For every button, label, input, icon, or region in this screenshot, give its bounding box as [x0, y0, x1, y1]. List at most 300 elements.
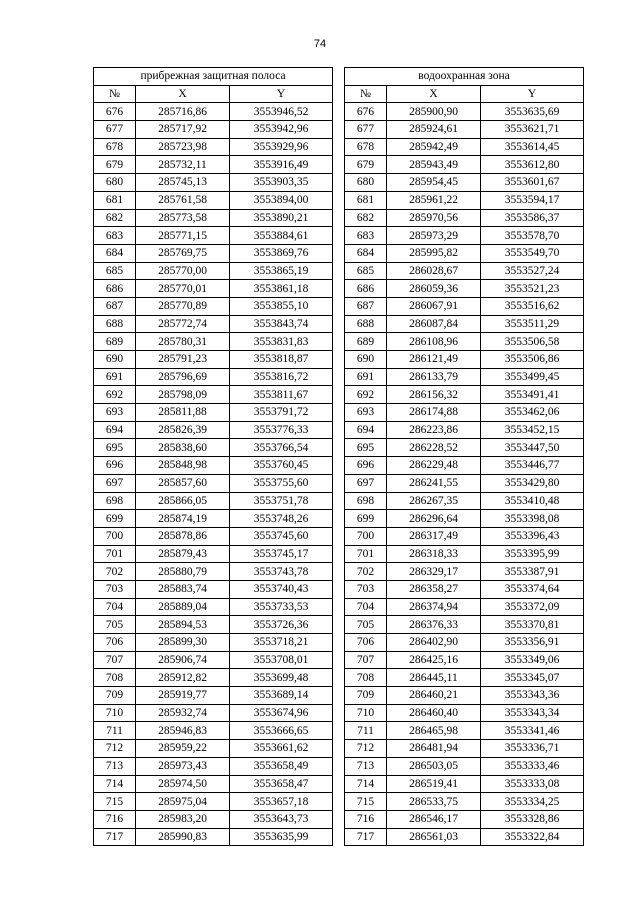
point-number-cell: 692: [345, 386, 387, 404]
point-number-cell: 706: [345, 634, 387, 652]
table-row: [94, 598, 333, 616]
point-number-cell: 681: [345, 191, 387, 209]
x-coordinate-cell: 286329,17: [387, 563, 481, 581]
table-row: [345, 651, 584, 669]
point-number-cell: 693: [94, 404, 136, 422]
point-number-cell: 697: [345, 474, 387, 492]
x-coordinate-cell: 285883,74: [136, 580, 230, 598]
y-coordinate-cell: 3553748,26: [230, 510, 333, 528]
point-number-cell: 685: [94, 262, 136, 280]
point-number-cell: 684: [345, 244, 387, 262]
y-coordinate-cell: 3553743,78: [230, 563, 333, 581]
table-row: [94, 244, 333, 262]
y-coordinate-cell: 3553586,37: [481, 209, 584, 227]
y-coordinate-cell: 3553343,34: [481, 704, 584, 722]
x-coordinate-cell: 286519,41: [387, 775, 481, 793]
table-row: [345, 793, 584, 811]
y-coordinate-cell: 3553816,72: [230, 368, 333, 386]
x-coordinate-cell: 286228,52: [387, 439, 481, 457]
y-coordinate-cell: 3553890,21: [230, 209, 333, 227]
y-coordinate-cell: 3553740,43: [230, 580, 333, 598]
x-coordinate-cell: 285912,82: [136, 669, 230, 687]
y-coordinate-cell: 3553395,99: [481, 545, 584, 563]
x-coordinate-cell: 286465,98: [387, 722, 481, 740]
point-number-cell: 683: [345, 227, 387, 245]
point-number-cell: 711: [345, 722, 387, 740]
y-coordinate-cell: 3553869,76: [230, 244, 333, 262]
table-row: [94, 634, 333, 652]
x-coordinate-cell: 285975,04: [136, 793, 230, 811]
point-number-cell: 680: [94, 174, 136, 192]
point-number-cell: 702: [345, 563, 387, 581]
y-coordinate-cell: 3553374,64: [481, 580, 584, 598]
y-coordinate-cell: 3553718,21: [230, 634, 333, 652]
point-number-cell: 676: [345, 103, 387, 121]
point-number-cell: 709: [345, 687, 387, 705]
y-coordinate-cell: 3553491,41: [481, 386, 584, 404]
table-row: [94, 704, 333, 722]
y-coordinate-cell: 3553341,46: [481, 722, 584, 740]
y-coordinate-cell: 3553831,83: [230, 333, 333, 351]
table-row: [345, 474, 584, 492]
x-coordinate-cell: 285961,22: [387, 191, 481, 209]
x-coordinate-cell: 285838,60: [136, 439, 230, 457]
table-row: [345, 174, 584, 192]
point-number-cell: 707: [345, 651, 387, 669]
header-y: Y: [481, 85, 584, 103]
x-coordinate-cell: 285906,74: [136, 651, 230, 669]
point-number-cell: 716: [345, 810, 387, 828]
point-number-cell: 692: [94, 386, 136, 404]
x-coordinate-cell: 285769,75: [136, 244, 230, 262]
table-row: [94, 474, 333, 492]
x-coordinate-cell: 285796,69: [136, 368, 230, 386]
y-coordinate-cell: 3553549,70: [481, 244, 584, 262]
table-row: [94, 527, 333, 545]
y-coordinate-cell: 3553370,81: [481, 616, 584, 634]
x-coordinate-cell: 286223,86: [387, 421, 481, 439]
table-row: [345, 563, 584, 581]
table-row: [345, 439, 584, 457]
point-number-cell: 703: [345, 580, 387, 598]
table-row: [94, 810, 333, 828]
table-row: [94, 191, 333, 209]
table-row: [94, 669, 333, 687]
table-row: [345, 580, 584, 598]
y-coordinate-cell: 3553760,45: [230, 457, 333, 475]
y-coordinate-cell: 3553612,80: [481, 156, 584, 174]
point-number-cell: 700: [345, 527, 387, 545]
point-number-cell: 705: [345, 616, 387, 634]
x-coordinate-cell: 285874,19: [136, 510, 230, 528]
x-coordinate-cell: 285942,49: [387, 138, 481, 156]
point-number-cell: 701: [94, 545, 136, 563]
table-row: [345, 191, 584, 209]
y-coordinate-cell: 3553658,49: [230, 757, 333, 775]
x-coordinate-cell: 285894,53: [136, 616, 230, 634]
y-coordinate-cell: 3553446,77: [481, 457, 584, 475]
table-row: [345, 351, 584, 369]
x-coordinate-cell: 285946,83: [136, 722, 230, 740]
x-coordinate-cell: 286267,35: [387, 492, 481, 510]
x-coordinate-cell: 285717,92: [136, 121, 230, 139]
y-coordinate-cell: 3553396,43: [481, 527, 584, 545]
table-row: [345, 227, 584, 245]
y-coordinate-cell: 3553946,52: [230, 103, 333, 121]
x-coordinate-cell: 285723,98: [136, 138, 230, 156]
y-coordinate-cell: 3553674,96: [230, 704, 333, 722]
x-coordinate-cell: 285761,58: [136, 191, 230, 209]
point-number-cell: 710: [94, 704, 136, 722]
x-coordinate-cell: 285771,15: [136, 227, 230, 245]
point-number-cell: 717: [345, 828, 387, 846]
y-coordinate-cell: 3553601,67: [481, 174, 584, 192]
y-coordinate-cell: 3553751,78: [230, 492, 333, 510]
point-number-cell: 690: [345, 351, 387, 369]
table-row: [94, 457, 333, 475]
x-coordinate-cell: 285990,83: [136, 828, 230, 846]
y-coordinate-cell: 3553755,60: [230, 474, 333, 492]
table-row: [94, 262, 333, 280]
x-coordinate-cell: 286358,27: [387, 580, 481, 598]
y-coordinate-cell: 3553527,24: [481, 262, 584, 280]
table-row: [94, 368, 333, 386]
point-number-cell: 694: [345, 421, 387, 439]
x-coordinate-cell: 285970,56: [387, 209, 481, 227]
x-coordinate-cell: 285973,43: [136, 757, 230, 775]
y-coordinate-cell: 3553462,06: [481, 404, 584, 422]
table-row: [345, 404, 584, 422]
x-coordinate-cell: 285878,86: [136, 527, 230, 545]
table-title: прибрежная защитная полоса: [94, 68, 333, 86]
table-body: [345, 103, 584, 846]
table-row: [94, 404, 333, 422]
y-coordinate-cell: 3553643,73: [230, 810, 333, 828]
x-coordinate-cell: 286156,32: [387, 386, 481, 404]
table-row: [345, 634, 584, 652]
coastal-protection-strip-table: [93, 67, 333, 846]
table-row: [345, 244, 584, 262]
x-coordinate-cell: 285974,50: [136, 775, 230, 793]
point-number-cell: 698: [94, 492, 136, 510]
point-number-cell: 708: [345, 669, 387, 687]
y-coordinate-cell: 3553621,71: [481, 121, 584, 139]
point-number-cell: 713: [345, 757, 387, 775]
x-coordinate-cell: 285770,00: [136, 262, 230, 280]
x-coordinate-cell: 286241,55: [387, 474, 481, 492]
table-row: [345, 598, 584, 616]
x-coordinate-cell: 286133,79: [387, 368, 481, 386]
x-coordinate-cell: 285773,58: [136, 209, 230, 227]
point-number-cell: 683: [94, 227, 136, 245]
y-coordinate-cell: 3553745,60: [230, 527, 333, 545]
y-coordinate-cell: 3553745,17: [230, 545, 333, 563]
y-coordinate-cell: 3553499,45: [481, 368, 584, 386]
x-coordinate-cell: 286460,21: [387, 687, 481, 705]
table-row: [94, 545, 333, 563]
table-row: [345, 138, 584, 156]
x-coordinate-cell: 285889,04: [136, 598, 230, 616]
point-number-cell: 680: [345, 174, 387, 192]
point-number-cell: 679: [345, 156, 387, 174]
y-coordinate-cell: 3553635,99: [230, 828, 333, 846]
table-row: [94, 722, 333, 740]
y-coordinate-cell: 3553666,65: [230, 722, 333, 740]
header-y: Y: [230, 85, 333, 103]
point-number-cell: 701: [345, 545, 387, 563]
table-row: [94, 775, 333, 793]
header-x: X: [387, 85, 481, 103]
y-coordinate-cell: 3553506,58: [481, 333, 584, 351]
y-coordinate-cell: 3553916,49: [230, 156, 333, 174]
x-coordinate-cell: 285983,20: [136, 810, 230, 828]
table-row: [94, 563, 333, 581]
x-coordinate-cell: 285791,23: [136, 351, 230, 369]
table-row: [345, 457, 584, 475]
point-number-cell: 710: [345, 704, 387, 722]
x-coordinate-cell: 285866,05: [136, 492, 230, 510]
y-coordinate-cell: 3553398,08: [481, 510, 584, 528]
table-row: [94, 227, 333, 245]
y-coordinate-cell: 3553942,96: [230, 121, 333, 139]
table-row: [345, 775, 584, 793]
point-number-cell: 714: [94, 775, 136, 793]
x-coordinate-cell: 286174,88: [387, 404, 481, 422]
table-row: [94, 351, 333, 369]
point-number-cell: 685: [345, 262, 387, 280]
header-number: №: [345, 85, 387, 103]
table-row: [345, 333, 584, 351]
x-coordinate-cell: 285716,86: [136, 103, 230, 121]
point-number-cell: 696: [345, 457, 387, 475]
x-coordinate-cell: 286108,96: [387, 333, 481, 351]
point-number-cell: 693: [345, 404, 387, 422]
x-coordinate-cell: 286445,11: [387, 669, 481, 687]
point-number-cell: 715: [94, 793, 136, 811]
point-number-cell: 689: [345, 333, 387, 351]
point-number-cell: 712: [345, 740, 387, 758]
y-coordinate-cell: 3553429,80: [481, 474, 584, 492]
y-coordinate-cell: 3553345,07: [481, 669, 584, 687]
table-row: [94, 510, 333, 528]
y-coordinate-cell: 3553333,46: [481, 757, 584, 775]
table-row: [345, 492, 584, 510]
point-number-cell: 686: [94, 280, 136, 298]
point-number-cell: 688: [345, 315, 387, 333]
table-row: [94, 580, 333, 598]
y-coordinate-cell: 3553336,71: [481, 740, 584, 758]
point-number-cell: 703: [94, 580, 136, 598]
point-number-cell: 714: [345, 775, 387, 793]
water-protection-zone-table: [344, 67, 584, 846]
point-number-cell: 687: [345, 297, 387, 315]
point-number-cell: 679: [94, 156, 136, 174]
table-row: [94, 156, 333, 174]
x-coordinate-cell: 286533,75: [387, 793, 481, 811]
table-row: [94, 386, 333, 404]
x-coordinate-cell: 285880,79: [136, 563, 230, 581]
point-number-cell: 678: [345, 138, 387, 156]
x-coordinate-cell: 286087,84: [387, 315, 481, 333]
point-number-cell: 695: [94, 439, 136, 457]
x-coordinate-cell: 286561,03: [387, 828, 481, 846]
point-number-cell: 704: [345, 598, 387, 616]
x-coordinate-cell: 285770,89: [136, 297, 230, 315]
x-coordinate-cell: 285798,09: [136, 386, 230, 404]
table-row: [345, 262, 584, 280]
y-coordinate-cell: 3553894,00: [230, 191, 333, 209]
y-coordinate-cell: 3553333,08: [481, 775, 584, 793]
table-row: [94, 421, 333, 439]
x-coordinate-cell: 286318,33: [387, 545, 481, 563]
point-number-cell: 709: [94, 687, 136, 705]
point-number-cell: 691: [345, 368, 387, 386]
y-coordinate-cell: 3553506,86: [481, 351, 584, 369]
point-number-cell: 694: [94, 421, 136, 439]
x-coordinate-cell: 285745,13: [136, 174, 230, 192]
table-row: [94, 828, 333, 846]
y-coordinate-cell: 3553658,47: [230, 775, 333, 793]
table-row: [345, 510, 584, 528]
y-coordinate-cell: 3553521,23: [481, 280, 584, 298]
table-row: [94, 315, 333, 333]
y-coordinate-cell: 3553811,67: [230, 386, 333, 404]
x-coordinate-cell: 286546,17: [387, 810, 481, 828]
x-coordinate-cell: 286503,05: [387, 757, 481, 775]
table-row: [345, 828, 584, 846]
x-coordinate-cell: 285924,61: [387, 121, 481, 139]
x-coordinate-cell: 286229,48: [387, 457, 481, 475]
table-row: [345, 421, 584, 439]
point-number-cell: 684: [94, 244, 136, 262]
y-coordinate-cell: 3553843,74: [230, 315, 333, 333]
table-row: [345, 722, 584, 740]
table-row: [345, 368, 584, 386]
table-row: [345, 669, 584, 687]
point-number-cell: 706: [94, 634, 136, 652]
y-coordinate-cell: 3553689,14: [230, 687, 333, 705]
y-coordinate-cell: 3553343,36: [481, 687, 584, 705]
y-coordinate-cell: 3553328,86: [481, 810, 584, 828]
x-coordinate-cell: 286067,91: [387, 297, 481, 315]
point-number-cell: 705: [94, 616, 136, 634]
x-coordinate-cell: 285732,11: [136, 156, 230, 174]
x-coordinate-cell: 285954,45: [387, 174, 481, 192]
y-coordinate-cell: 3553372,09: [481, 598, 584, 616]
table-row: [345, 386, 584, 404]
point-number-cell: 702: [94, 563, 136, 581]
y-coordinate-cell: 3553349,06: [481, 651, 584, 669]
x-coordinate-cell: 285973,29: [387, 227, 481, 245]
table-row: [94, 280, 333, 298]
y-coordinate-cell: 3553699,48: [230, 669, 333, 687]
x-coordinate-cell: 285943,49: [387, 156, 481, 174]
point-number-cell: 682: [345, 209, 387, 227]
point-number-cell: 708: [94, 669, 136, 687]
table-row: [94, 740, 333, 758]
y-coordinate-cell: 3553594,17: [481, 191, 584, 209]
x-coordinate-cell: 286402,90: [387, 634, 481, 652]
table-row: [345, 103, 584, 121]
point-number-cell: 691: [94, 368, 136, 386]
point-number-cell: 711: [94, 722, 136, 740]
x-coordinate-cell: 285780,31: [136, 333, 230, 351]
y-coordinate-cell: 3553855,10: [230, 297, 333, 315]
page-number: 74: [313, 38, 327, 50]
x-coordinate-cell: 286481,94: [387, 740, 481, 758]
x-coordinate-cell: 285900,90: [387, 103, 481, 121]
y-coordinate-cell: 3553661,62: [230, 740, 333, 758]
table-row: [345, 121, 584, 139]
table-body: [94, 103, 333, 846]
point-number-cell: 699: [94, 510, 136, 528]
x-coordinate-cell: 285995,82: [387, 244, 481, 262]
y-coordinate-cell: 3553452,15: [481, 421, 584, 439]
x-coordinate-cell: 285848,98: [136, 457, 230, 475]
point-number-cell: 697: [94, 474, 136, 492]
y-coordinate-cell: 3553708,01: [230, 651, 333, 669]
y-coordinate-cell: 3553334,25: [481, 793, 584, 811]
y-coordinate-cell: 3553766,54: [230, 439, 333, 457]
y-coordinate-cell: 3553322,84: [481, 828, 584, 846]
y-coordinate-cell: 3553511,29: [481, 315, 584, 333]
x-coordinate-cell: 285857,60: [136, 474, 230, 492]
point-number-cell: 677: [94, 121, 136, 139]
point-number-cell: 681: [94, 191, 136, 209]
table-row: [345, 297, 584, 315]
point-number-cell: 677: [345, 121, 387, 139]
y-coordinate-cell: 3553861,18: [230, 280, 333, 298]
point-number-cell: 688: [94, 315, 136, 333]
table-row: [94, 333, 333, 351]
x-coordinate-cell: 286425,16: [387, 651, 481, 669]
table-row: [94, 174, 333, 192]
table-row: [345, 280, 584, 298]
point-number-cell: 717: [94, 828, 136, 846]
x-coordinate-cell: 286296,64: [387, 510, 481, 528]
table-row: [94, 138, 333, 156]
x-coordinate-cell: 286376,33: [387, 616, 481, 634]
x-coordinate-cell: 286460,40: [387, 704, 481, 722]
y-coordinate-cell: 3553356,91: [481, 634, 584, 652]
x-coordinate-cell: 285959,22: [136, 740, 230, 758]
x-coordinate-cell: 285826,39: [136, 421, 230, 439]
point-number-cell: 696: [94, 457, 136, 475]
header-x: X: [136, 85, 230, 103]
table-row: [345, 209, 584, 227]
x-coordinate-cell: 285919,77: [136, 687, 230, 705]
y-coordinate-cell: 3553614,45: [481, 138, 584, 156]
table-row: [94, 651, 333, 669]
y-coordinate-cell: 3553903,35: [230, 174, 333, 192]
point-number-cell: 682: [94, 209, 136, 227]
y-coordinate-cell: 3553410,48: [481, 492, 584, 510]
x-coordinate-cell: 285879,43: [136, 545, 230, 563]
y-coordinate-cell: 3553776,33: [230, 421, 333, 439]
y-coordinate-cell: 3553818,87: [230, 351, 333, 369]
table-row: [345, 740, 584, 758]
table-row: [345, 616, 584, 634]
point-number-cell: 678: [94, 138, 136, 156]
x-coordinate-cell: 286028,67: [387, 262, 481, 280]
x-coordinate-cell: 286059,36: [387, 280, 481, 298]
x-coordinate-cell: 285932,74: [136, 704, 230, 722]
table-row: [345, 156, 584, 174]
point-number-cell: 716: [94, 810, 136, 828]
point-number-cell: 699: [345, 510, 387, 528]
table-row: [345, 810, 584, 828]
point-number-cell: 676: [94, 103, 136, 121]
